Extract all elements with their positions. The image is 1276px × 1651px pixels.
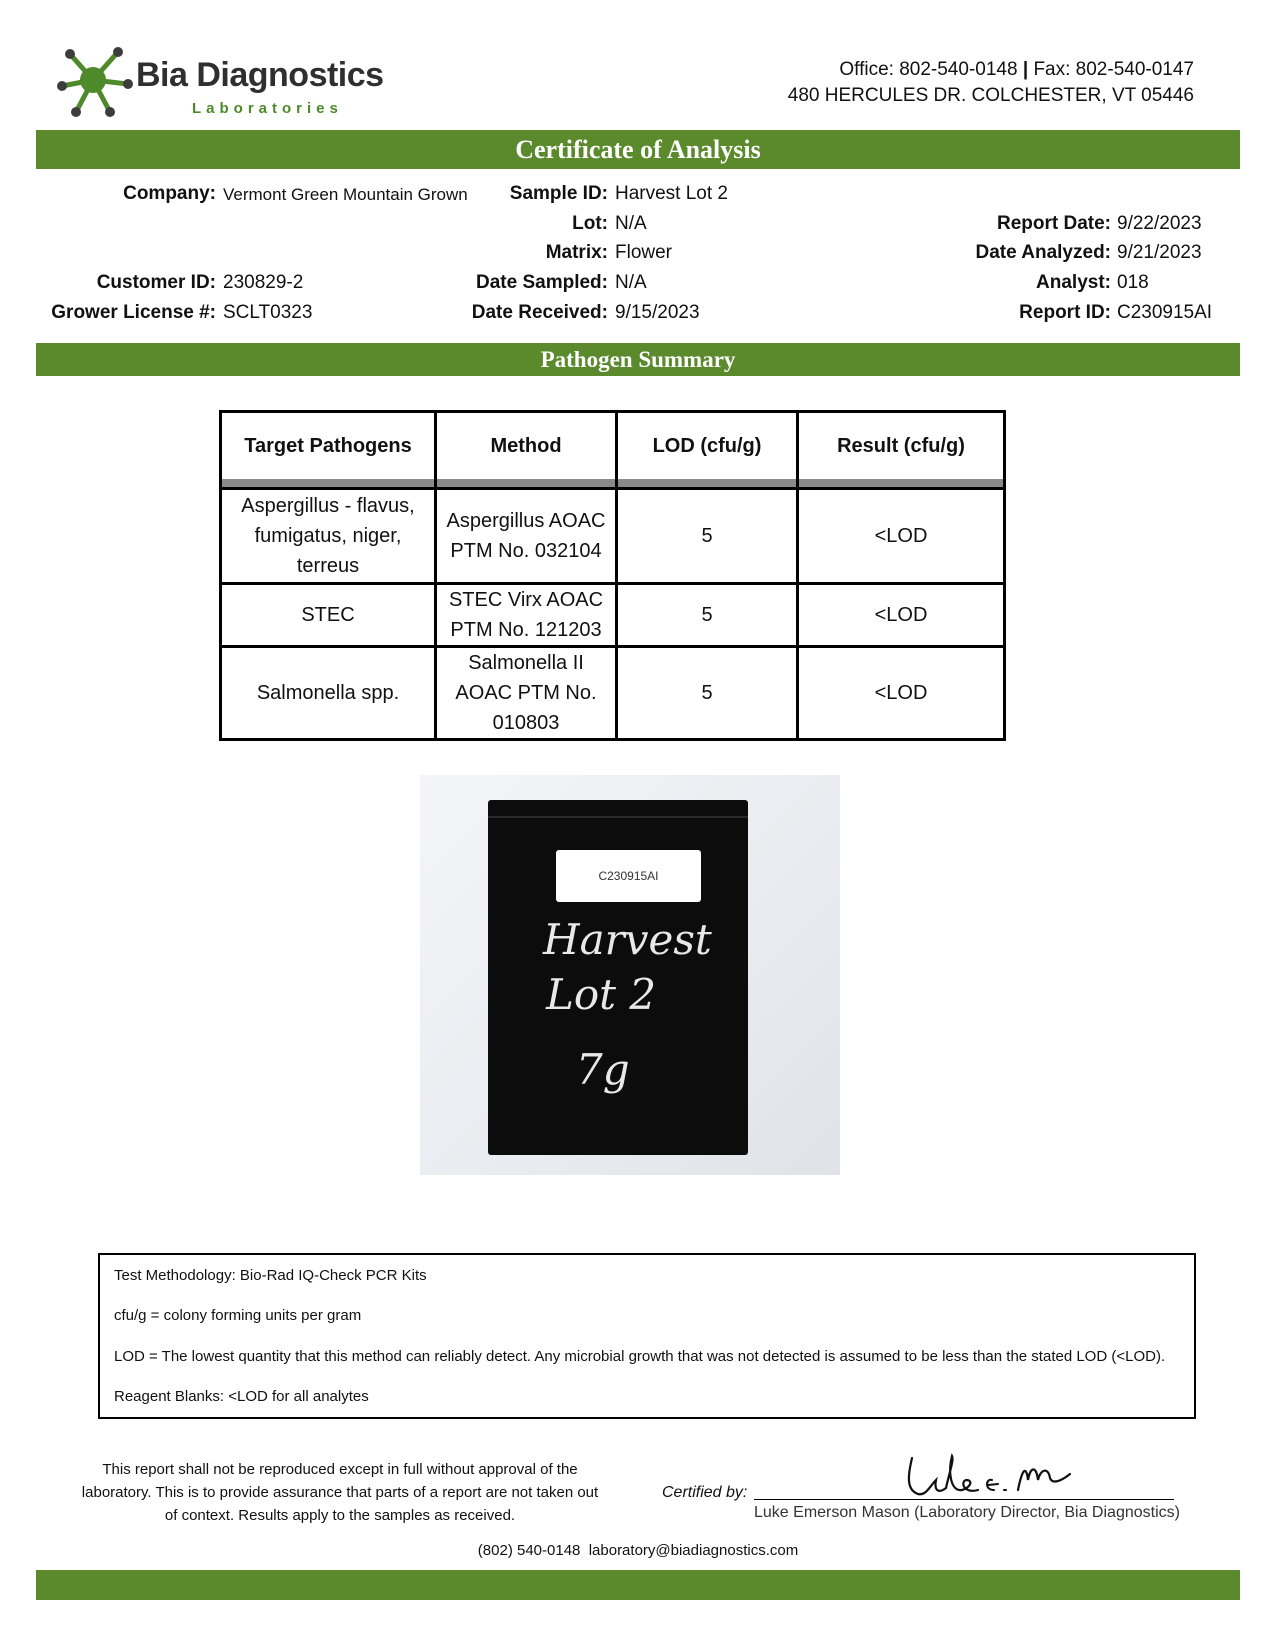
date-analyzed-value: 9/21/2023 [1117,242,1202,263]
matrix-value: Flower [615,242,673,263]
note-methodology: Test Methodology: Bio-Rad IQ-Check PCR Kits [114,1267,427,1284]
table-header-row [221,412,1005,480]
disclaimer-line: laboratory. This is to provide assurance that parts of a report are not taken out [81,1484,599,1501]
logo [36,40,384,120]
result-cell: <LOD [798,647,1005,740]
report-date-value: 9/22/2023 [1117,213,1202,234]
date-analyzed-label: Date Analyzed: [975,242,1111,263]
analyst-value: 018 [1117,272,1149,293]
bag-label-text: C230915AI [598,869,659,883]
matrix-label: Matrix: [545,242,608,263]
header-separator [221,479,1005,489]
logo-subtitle: Laboratories [192,100,343,117]
company-value: Vermont Green Mountain Grown [223,185,468,204]
signature-icon [900,1450,1080,1505]
note-lod: LOD = The lowest quantity that this method can reliably detect. Any microbial growth that was not detected is assumed to be less than the stated LOD (<LOD). [114,1348,1166,1365]
office-contact: Office: 802-540-0148 | Fax: 802-540-0147 [839,59,1194,80]
footer-band [36,1570,1240,1600]
pathogen-table [219,410,1006,741]
grower-license-value: SCLT0323 [223,302,313,323]
report-id-label: Report ID: [1019,302,1111,323]
office-phone: Office: 802-540-0148 [839,59,1018,80]
lot-value: N/A [615,213,647,234]
lod-cell: 5 [617,584,798,647]
sample-bag [488,800,748,1155]
bag-zipper [488,816,748,818]
method-cell: Salmonella II AOAC PTM No. 010803 [436,647,617,740]
method-cell: STEC Virx AOAC PTM No. 121203 [436,584,617,647]
customer-id-label: Customer ID: [96,272,216,293]
handwriting-harvest: Harvest [543,915,712,964]
signature-line [754,1499,1174,1500]
note-reagent-blanks: Reagent Blanks: <LOD for all analytes [114,1388,369,1405]
result-cell: <LOD [798,584,1005,647]
grower-license-label: Grower License #: [51,302,216,323]
header-lod: LOD (cfu/g) [617,412,798,480]
customer-id-value: 230829-2 [223,272,304,293]
footer-contact: (802) 540-0148 laboratory@biadiagnostics.com [477,1542,799,1559]
handwriting-weight: 7g [576,1045,630,1094]
method-cell: Aspergillus AOAC PTM No. 032104 [436,489,617,584]
disclaimer-line: This report shall not be reproduced except in full without approval of the [102,1461,578,1478]
header-result: Result (cfu/g) [798,412,1005,480]
date-sampled-value: N/A [615,272,647,293]
disclaimer [70,1458,610,1527]
date-received-value: 9/15/2023 [615,302,700,323]
signatory-name: Luke Emerson Mason (Laboratory Director, Bia Diagnostics) [754,1504,1180,1521]
result-cell: <LOD [798,489,1005,584]
lab-address: 480 HERCULES DR. COLCHESTER, VT 05446 [787,85,1194,106]
notes-box [98,1253,1196,1419]
sample-photo [420,775,840,1175]
lod-cell: 5 [617,647,798,740]
report-date-label: Report Date: [996,213,1111,234]
pathogen-summary-title: Pathogen Summary [36,343,1240,376]
header-method: Method [436,412,617,480]
date-received-label: Date Received: [471,302,608,323]
bag-label [556,850,701,902]
pathogen-cell: STEC [221,584,436,647]
pathogen-cell: Salmonella spp. [221,647,436,740]
sample-id-label: Sample ID: [509,183,608,204]
header-target-pathogens: Target Pathogens [221,412,436,480]
table-row [221,584,1005,647]
fax-number: Fax: 802-540-0147 [1033,59,1194,80]
pathogen-cell: Aspergillus - flavus, fumigatus, niger, terreus [221,489,436,584]
lot-label: Lot: [572,213,608,234]
lod-cell: 5 [617,489,798,584]
certified-by-label: Certified by: [662,1484,748,1501]
disclaimer-line: of context. Results apply to the samples as received. [164,1507,516,1524]
logo-name: Bia Diagnostics [136,56,384,94]
report-id-value: C230915AI [1117,302,1213,323]
date-sampled-label: Date Sampled: [476,272,608,293]
certificate-title: Certificate of Analysis [36,130,1240,169]
sample-id-value: Harvest Lot 2 [615,183,728,204]
table-row [221,647,1005,740]
note-cfu: cfu/g = colony forming units per gram [114,1307,362,1324]
table-row [221,489,1005,584]
molecule-logo-icon [48,40,138,120]
handwriting-lot: Lot 2 [546,970,657,1019]
company-label: Company: [123,183,216,204]
analyst-label: Analyst: [1036,272,1111,293]
